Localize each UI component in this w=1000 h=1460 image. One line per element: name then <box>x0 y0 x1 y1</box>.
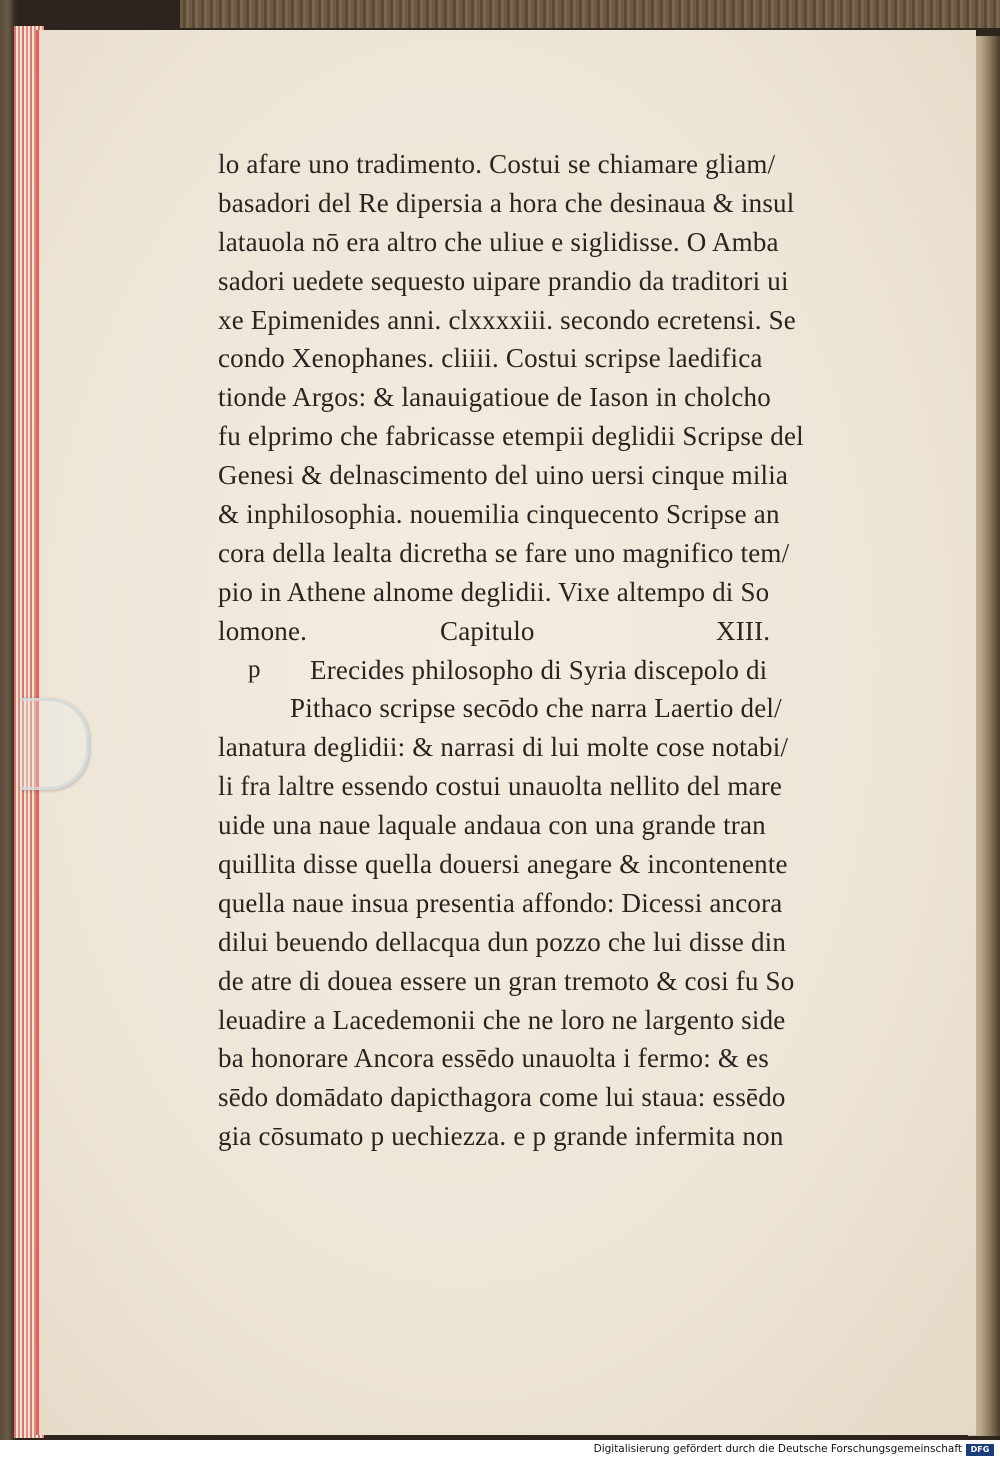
text-line: leuadire a Lacedemonii che ne loro ne largento side <box>218 1004 786 1035</box>
text-line: cora della lealta dicretha se fare uno magnifico tem/ <box>218 537 790 568</box>
chapter-line-start: lomone. <box>218 615 308 646</box>
text-line: quillita disse quella douersi anegare & incontenente <box>218 849 788 880</box>
text-line: ba honorare Ancora essēdo unauolta i fermo: & es <box>218 1043 769 1074</box>
text-line: & inphilosophia. nouemilia cinquecento Scripse an <box>218 499 780 530</box>
dfg-logo: DFG <box>966 1444 994 1456</box>
text-line: quella naue insua presentia affondo: Dicessi ancora <box>218 887 783 918</box>
digitization-credit: Digitalisierung gefördert durch die Deutsche Forschungsgemeinschaft <box>593 1443 962 1455</box>
text-line: lo afare uno tradimento. Costui se chiamare gliam/ <box>218 149 776 179</box>
chapter-heading-line <box>218 612 858 651</box>
binding-board <box>180 0 1000 28</box>
initial-line-text: Erecides philosopho di Syria discepolo di <box>310 654 768 685</box>
text-line: sēdo domādato dapicthagora come lui staua: essēdo <box>218 1082 786 1113</box>
plastic-page-clip <box>20 698 89 790</box>
text-line: uide una naue laquale andaua con una grande tran <box>218 810 766 841</box>
text-line: lanatura deglidii: & narrasi di lui molte cose notabi/ <box>218 732 789 763</box>
indented-line: Pithaco scripse secōdo che narra Laertio del/ <box>290 693 782 724</box>
text-line: dilui beuendo dellacqua dun pozzo che lui disse din <box>218 926 787 957</box>
text-line: sadori uedete sequesto uipare prandio da traditori ui <box>218 265 789 296</box>
text-line: tionde Argos: & lanauigatioue de Iason in cholcho <box>218 382 771 413</box>
initial-line <box>218 651 858 690</box>
text-line: pio in Athene alnome deglidii. Vixe altempo di So <box>218 576 770 607</box>
chapter-number: XIII. <box>716 615 771 646</box>
text-line: de atre di douea essere un gran tremoto & cosi fu So <box>218 965 795 996</box>
text-line: li fra laltre essendo costui unauolta nellito del mare <box>218 771 783 802</box>
page-text <box>218 145 858 1156</box>
text-line: Genesi & delnascimento del uino uersi cinque milia <box>218 460 789 491</box>
text-line: fu elprimo che fabricasse etempii deglidii Scripse del <box>218 421 804 452</box>
text-line: latauola nō era altro che uliue e siglidisse. O Amba <box>218 226 779 257</box>
text-line: gia cōsumato p uechiezza. e p grande infermita non <box>218 1121 784 1152</box>
guide-letter: p <box>248 655 261 683</box>
text-line: condo Xenophanes. cliiii. Costui scripse laedifica <box>218 343 763 374</box>
text-line: xe Epimenides anni. clxxxxiii. secondo ecretensi. Se <box>218 304 796 335</box>
text-line: basadori del Re dipersia a hora che desinaua & insul <box>218 187 795 218</box>
chapter-word: Capitulo <box>440 615 535 646</box>
footer-bar <box>0 1440 1000 1460</box>
